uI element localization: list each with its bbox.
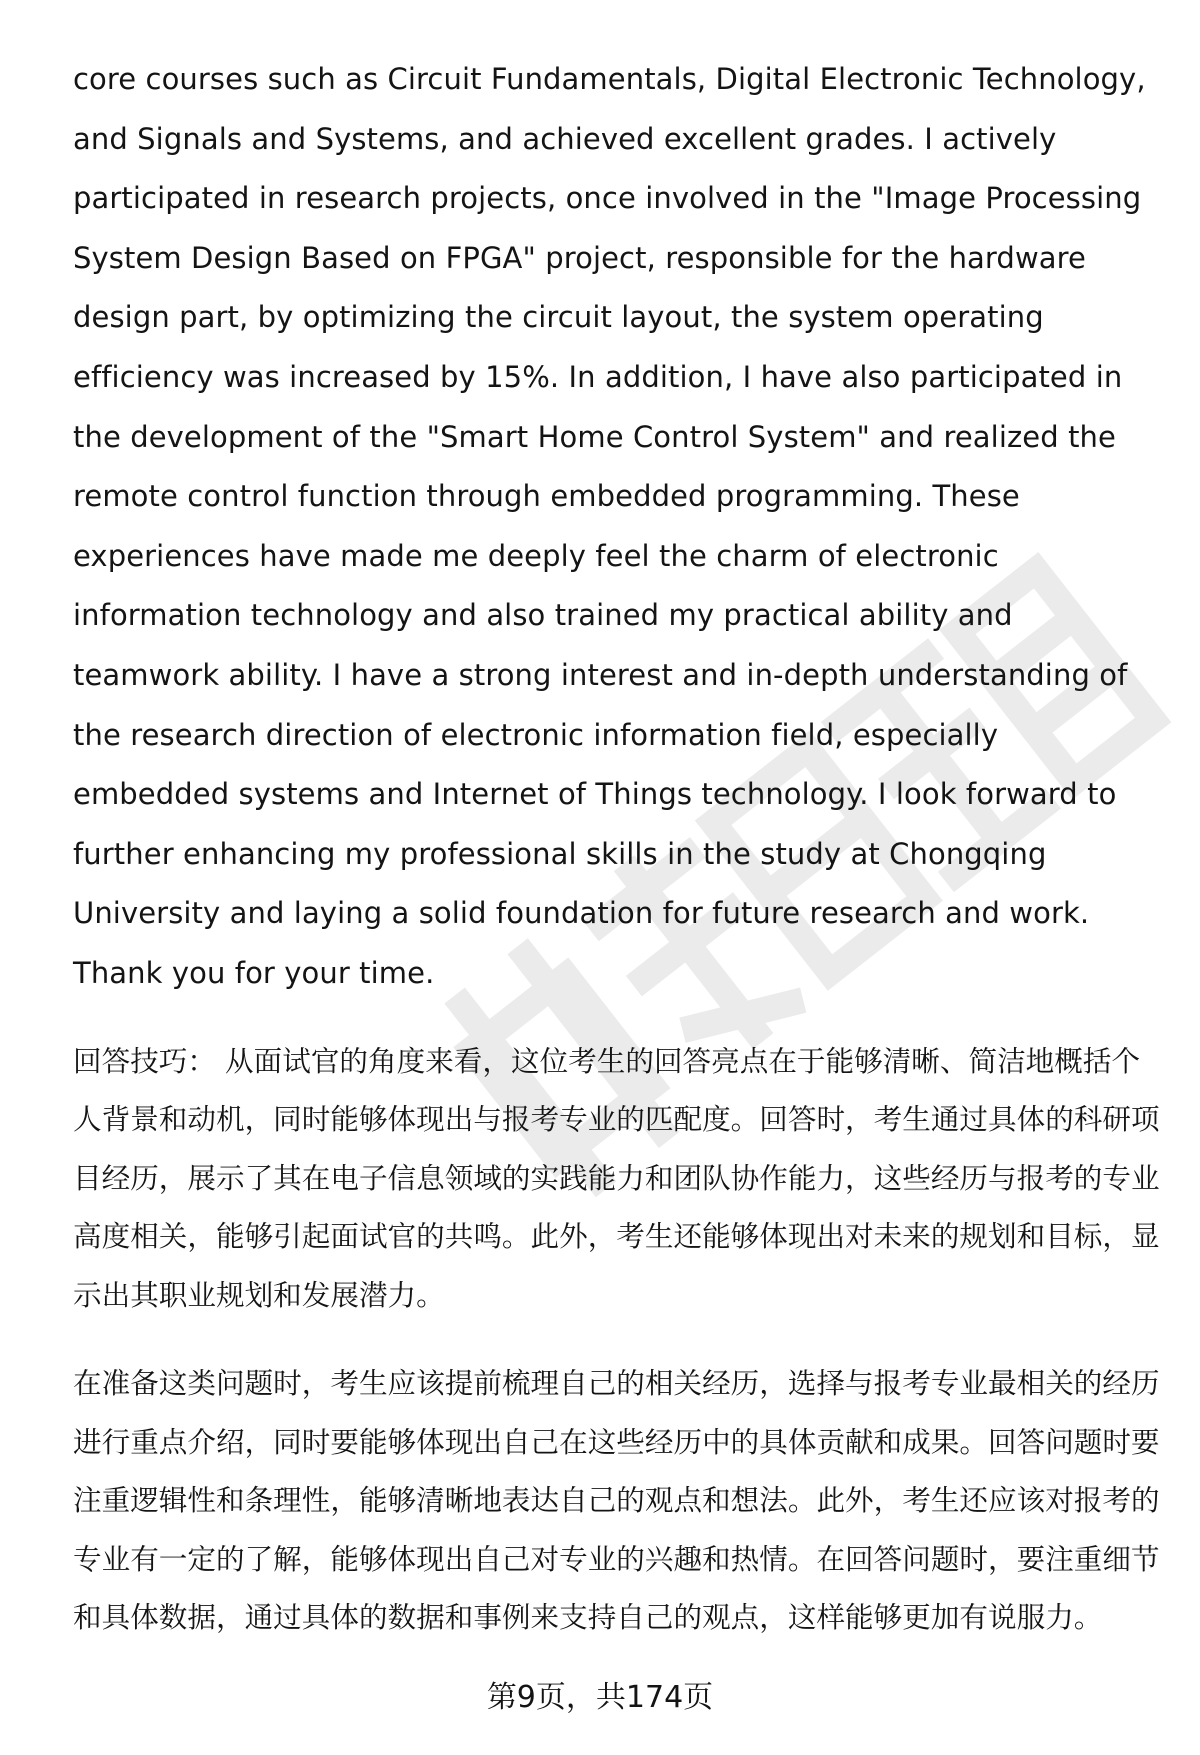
page-number-footer: 第9页，共174页 xyxy=(486,1680,714,1715)
main-content xyxy=(73,50,1163,1647)
answer-tips-paragraph: 回答技巧： 从面试官的角度来看，这位考生的回答亮点在于能够清晰、简洁地概括个人背景和动机，同时能够体现出与报考专业的匹配度。回答时，考生通过具体的科研项目经历，展示了其在电子信息领域的实践能力和团队协作能力，这些经历与报考的专业高度相关，能够引起面试官的共鸣。此外，考生还能够体现出对未来的规划和目标，显示出其职业规划和发展潜力。 xyxy=(73,1043,1160,1312)
english-answer-paragraph: core courses such as Circuit Fundamentals, Digital Electronic Technology, and Signals and Systems, and achieved excellent grades. I actively participated in research projects, once involved in the "Image Processing System Design Based on FPGA" project, responsible for the hardware design part, by optimizing the circuit layout, the system operating efficiency was increased by 15%. In addition, I have also participated in the development of the "Smart Home Control System" and realized the remote control function through embedded programming. These experiences have made me deeply feel the charm of electronic information technology and also trained my practical ability and teamwork ability. I have a strong interest and in-depth understanding of the research direction of electronic information field, especially embedded systems and Internet of Things technology. I look forward to further enhancing my professional skills in the study at Chongqing University and laying a solid foundation for future research and work. Thank you for your time. xyxy=(73,62,1146,990)
preparation-advice-paragraph: 在准备这类问题时，考生应该提前梳理自己的相关经历，选择与报考专业最相关的经历进行重点介绍，同时要能够体现出自己在这些经历中的具体贡献和成果。回答问题时要注重逻辑性和条理性，能够清晰地表达自己的观点和想法。此外，考生还应该对报考的专业有一定的了解，能够体现出自己对专业的兴趣和热情。在回答问题时，要注重细节和具体数据，通过具体的数据和事例来支持自己的观点，这样能够更加有说服力。 xyxy=(73,1366,1160,1634)
